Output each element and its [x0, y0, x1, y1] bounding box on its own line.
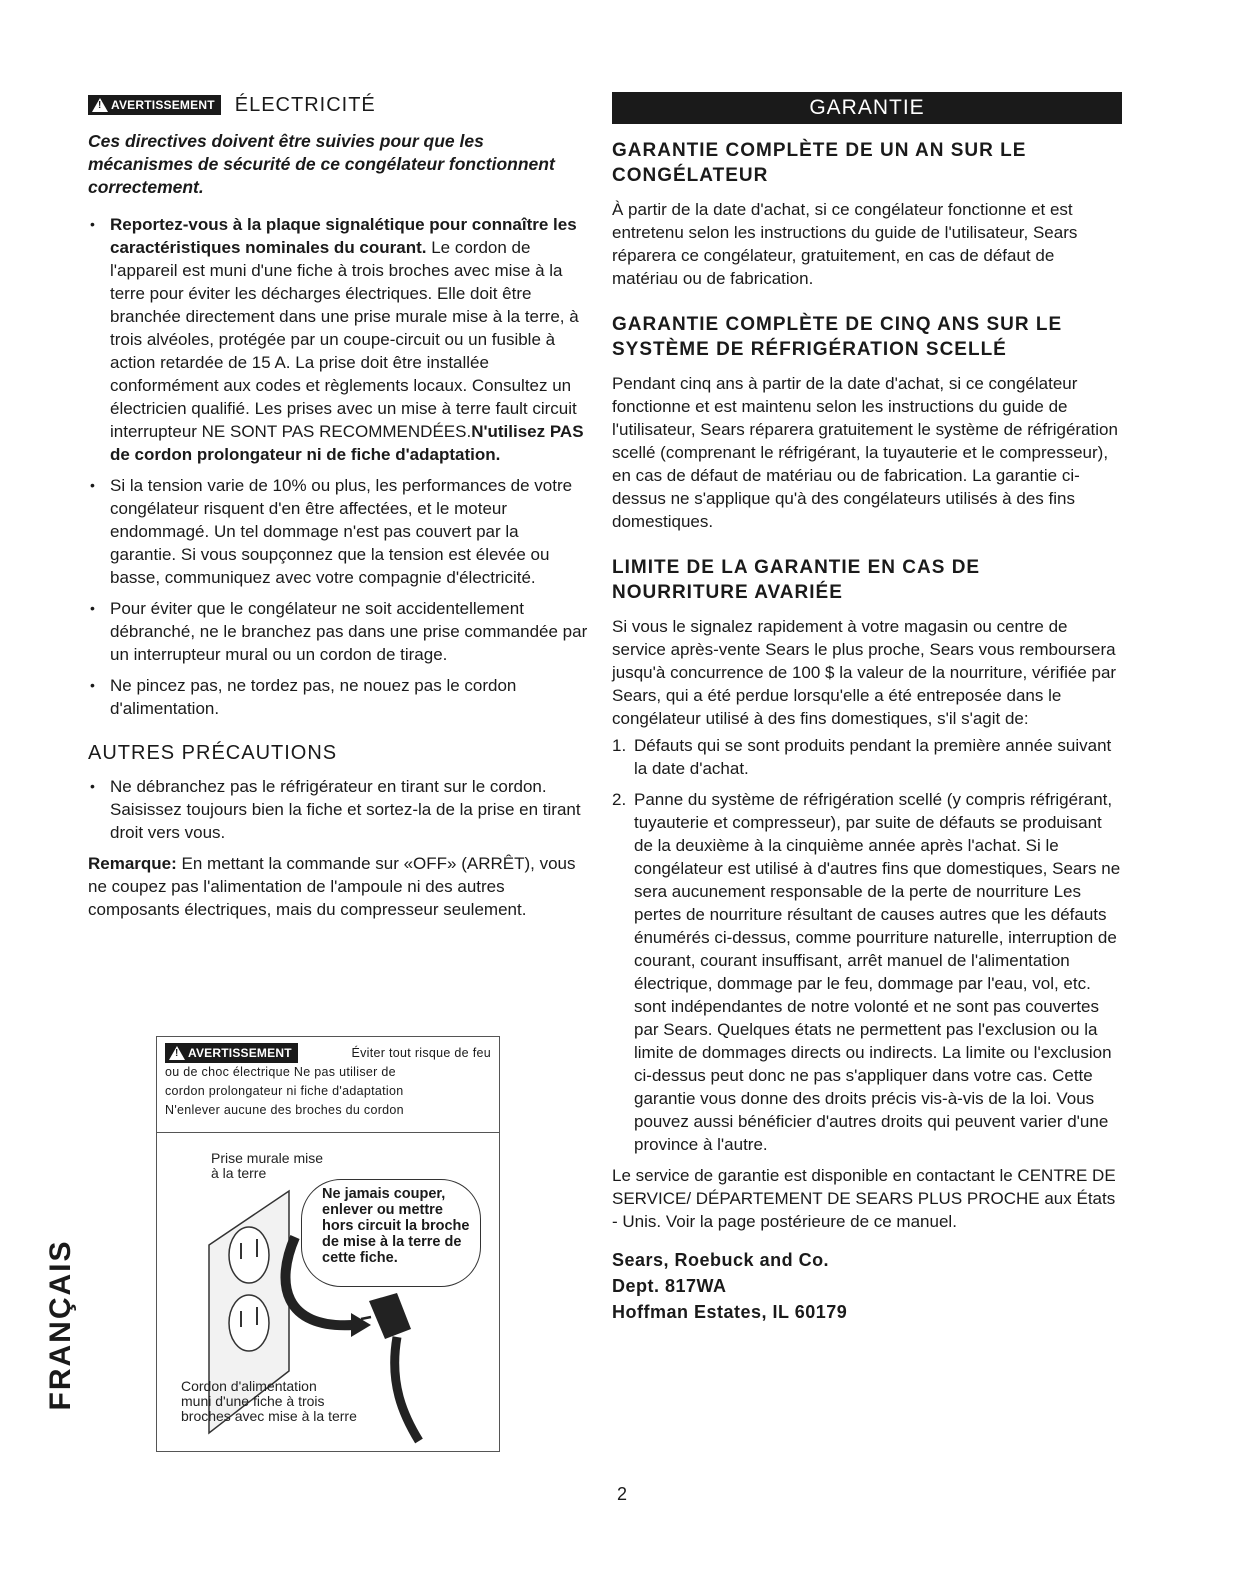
- one-year-heading: GARANTIE COMPLÈTE DE UN AN SUR LE CONGÉLATEUR: [612, 140, 1027, 186]
- other-precautions-heading: AUTRES PRÉCAUTIONS: [88, 742, 338, 764]
- warning-box-line1: [165, 1043, 491, 1063]
- list-item: [612, 788, 1122, 1156]
- outlet-label-line2: à la terre: [211, 1165, 267, 1181]
- bullet-item: • Ne pincez pas, ne tordez pas, ne nouez pas le cordon d'alimentation.: [88, 674, 588, 720]
- outlet-socket-icon: [229, 1295, 269, 1351]
- bullet1-text: Le cordon de l'appareil est muni d'une fiche à trois broches avec mise à la terre pour éviter les décharges électriques. Elle doit être branchée directement dans une prise murale mise à la terre, à trois alvéoles, protégée par un coupe-circuit ou un fusible à action retardée de 15 A. La prise doit être installée conformément aux codes et règlements locaux. Consultez un électricien qualifié. Les prises avec un mise à terre fault circuit interrupteur NE SONT PAS RECOMMENDÉES.: [110, 238, 579, 441]
- address-line2: Dept. 817WA: [612, 1276, 727, 1296]
- list-number: 2.: [612, 790, 627, 809]
- list-text: Défauts qui se sont produits pendant la première année suivant la date d'achat.: [634, 736, 1112, 778]
- bullet1-bold: Reportez-vous à la plaque signalétique pour connaître les caractéristiques nominales du courant.: [110, 215, 577, 257]
- never-cut-bubble: Ne jamais couper, enlever ou mettre hors circuit la broche de mise à la terre de cette fiche.: [301, 1179, 481, 1287]
- electricity-heading: ÉLECTRICITÉ: [234, 93, 376, 116]
- address-line1: Sears, Roebuck and Co.: [612, 1250, 830, 1270]
- food-loss-heading: LIMITE DE LA GARANTIE EN CAS DE NOURRITURE AVARIÉE: [612, 557, 981, 603]
- bullet-item: • Pour éviter que le congélateur ne soit accidentellement débranché, ne le branchez pas dans une prise commandée par un interrupteur mural ou un cordon de tirage.: [88, 597, 588, 666]
- warning-badge-label: AVERTISSEMENT: [111, 98, 215, 112]
- list-item: [612, 734, 1122, 780]
- warning-badge: [165, 1043, 298, 1063]
- warning-line1: Éviter tout risque de feu: [351, 1045, 491, 1060]
- other-bullets: [88, 775, 588, 844]
- right-column: [612, 92, 1122, 1325]
- warning-line4: N'enlever aucune des broches du cordon: [165, 1103, 404, 1117]
- outlet-socket-icon: [229, 1227, 269, 1283]
- cord-icon: [395, 1337, 419, 1441]
- cord-label: [181, 1379, 357, 1424]
- address-block: [612, 1247, 1122, 1325]
- bullet-item: • Si la tension varie de 10% ou plus, les performances de votre congélateur risquent d'en être affectées, et le moteur endommagé. Un tel dommage n'est pas couvert par la garantie. Si vous soupçonnez que la tension est élevée ou basse, communiquez avec votre compagnie d'électricité.: [88, 474, 588, 589]
- five-year-text: Pendant cinq ans à partir de la date d'achat, si ce congélateur fonctionne et est maintenu selon les instructions du guide de l'utilisateur, Sears réparera gratuitement le système de réfrigération scellé (comprenant le réfrigérant, la tuyauterie et le compresseur), en cas de défaut de matériau ou de fabrication. La garantie ci-dessus ne s'applique qu'à des congélateurs utilisés à des fins domestiques.: [612, 374, 1118, 531]
- list-number: 1.: [612, 736, 627, 755]
- cord-label-line3: broches avec mise à la terre: [181, 1408, 357, 1424]
- warning-box-text: [157, 1037, 499, 1133]
- warning-box: [156, 1036, 500, 1452]
- bullet1-bold-end: N'utilisez PAS de cordon prolongateur ni de fiche d'adaptation.: [110, 422, 584, 464]
- five-year-heading: GARANTIE COMPLÈTE DE CINQ ANS SUR LE SYSTÈME DE RÉFRIGÉRATION SCELLÉ: [612, 314, 1063, 360]
- cord-label-line1: Cordon d'alimentation: [181, 1378, 317, 1394]
- warning-triangle-icon: !: [92, 98, 108, 112]
- warning-triangle-icon: !: [169, 1046, 185, 1060]
- warning-badge: [88, 95, 221, 115]
- service-text: Le service de garantie est disponible en contactant le CENTRE DE SERVICE/ DÉPARTEMENT DE SEARS PLUS PROCHE aux États - Unis. Voir la page postérieure de ce manuel.: [612, 1166, 1116, 1231]
- food-loss-text: Si vous le signalez rapidement à votre magasin ou centre de service après-vente Sears le plus proche, Sears vous remboursera jusqu'à concurrence de 100 $ la valeur de la nourriture, vérifiée par Sears, qui a été perdue lorsqu'elle a été entreposée dans le congélateur utilisé à des fins domestiques, s'il s'agit de:: [612, 617, 1117, 728]
- one-year-text: À partir de la date d'achat, si ce congélateur fonctionne et est entretenu selon les instructions du guide de l'utilisateur, Sears réparera ce congélateur, gratuitement, en cas de défaut de matériau ou de fabrication.: [612, 200, 1078, 288]
- remark-label: Remarque:: [88, 854, 177, 873]
- list-text: Panne du système de réfrigération scellé (y compris réfrigérant, tuyauterie et compresseur), par suite de défauts se produisant de la deuxième à la cinquième année après l'achat. Si le congélateur est utilisé à d'autres fins que domestiques, Sears ne sera aucunement responsable de la perte de nourriture Les pertes de nourriture résultant de causes autres que les défauts énumérés ci-dessus, comme pourriture naturelle, interruption de courant, courant insuffisant, arrêt manuel de l'alimentation électrique, dommage par le feu, dommage par l'eau, vol, etc. sont indépendantes de notre volonté et ne sont pas couvertes par Sears. Quelques états ne permettent pas l'exclusion ou la limite de dommages directs ou indirects. La limite ou l'exclusion ci-dessus peut donc ne pas s'appliquer dans votre cas. Cette garantie vous donne des droits précis vis-à-vis de la loi. Vous pouvez aussi bénéficier d'autres droits qui peuvent varier d'une province à l'autre.: [634, 790, 1121, 1154]
- warning-badge-label: AVERTISSEMENT: [188, 1046, 292, 1060]
- warning-line3: cordon prolongateur ni fiche d'adaptation: [165, 1084, 404, 1098]
- food-loss-list: [612, 734, 1122, 1156]
- bullet-item: [88, 213, 588, 466]
- remark-text: En mettant la commande sur «OFF» (ARRÊT), vous ne coupez pas l'alimentation de l'ampoule ni des autres composants électriques, mais du compresseur seulement.: [88, 854, 576, 919]
- warranty-bar: GARANTIE: [612, 92, 1122, 124]
- outlet-illustration: [157, 1133, 499, 1451]
- left-column: [88, 88, 588, 921]
- language-tab-label: FRANÇAIS: [44, 1239, 77, 1411]
- electricity-intro: Ces directives doivent être suivies pour que les mécanismes de sécurité de ce congélateur fonctionnent correctement.: [88, 131, 555, 197]
- electricity-bullets: [88, 213, 588, 720]
- plug-icon: [369, 1293, 411, 1339]
- remark-paragraph: [88, 852, 588, 921]
- language-side-tab: [44, 1240, 78, 1410]
- address-line3: Hoffman Estates, IL 60179: [612, 1302, 848, 1322]
- bullet-item: • Ne débranchez pas le réfrigérateur en tirant sur le cordon. Saisissez toujours bien la fiche et sortez-la de la prise en tirant droit vers vous.: [88, 775, 588, 844]
- page-number: 2: [616, 1484, 627, 1504]
- warning-line2: ou de choc électrique Ne pas utiliser de: [165, 1065, 396, 1079]
- electricity-title-row: [88, 88, 588, 122]
- cord-label-line2: muni d'une fiche à trois: [181, 1393, 325, 1409]
- outlet-label-line1: Prise murale mise: [211, 1150, 324, 1166]
